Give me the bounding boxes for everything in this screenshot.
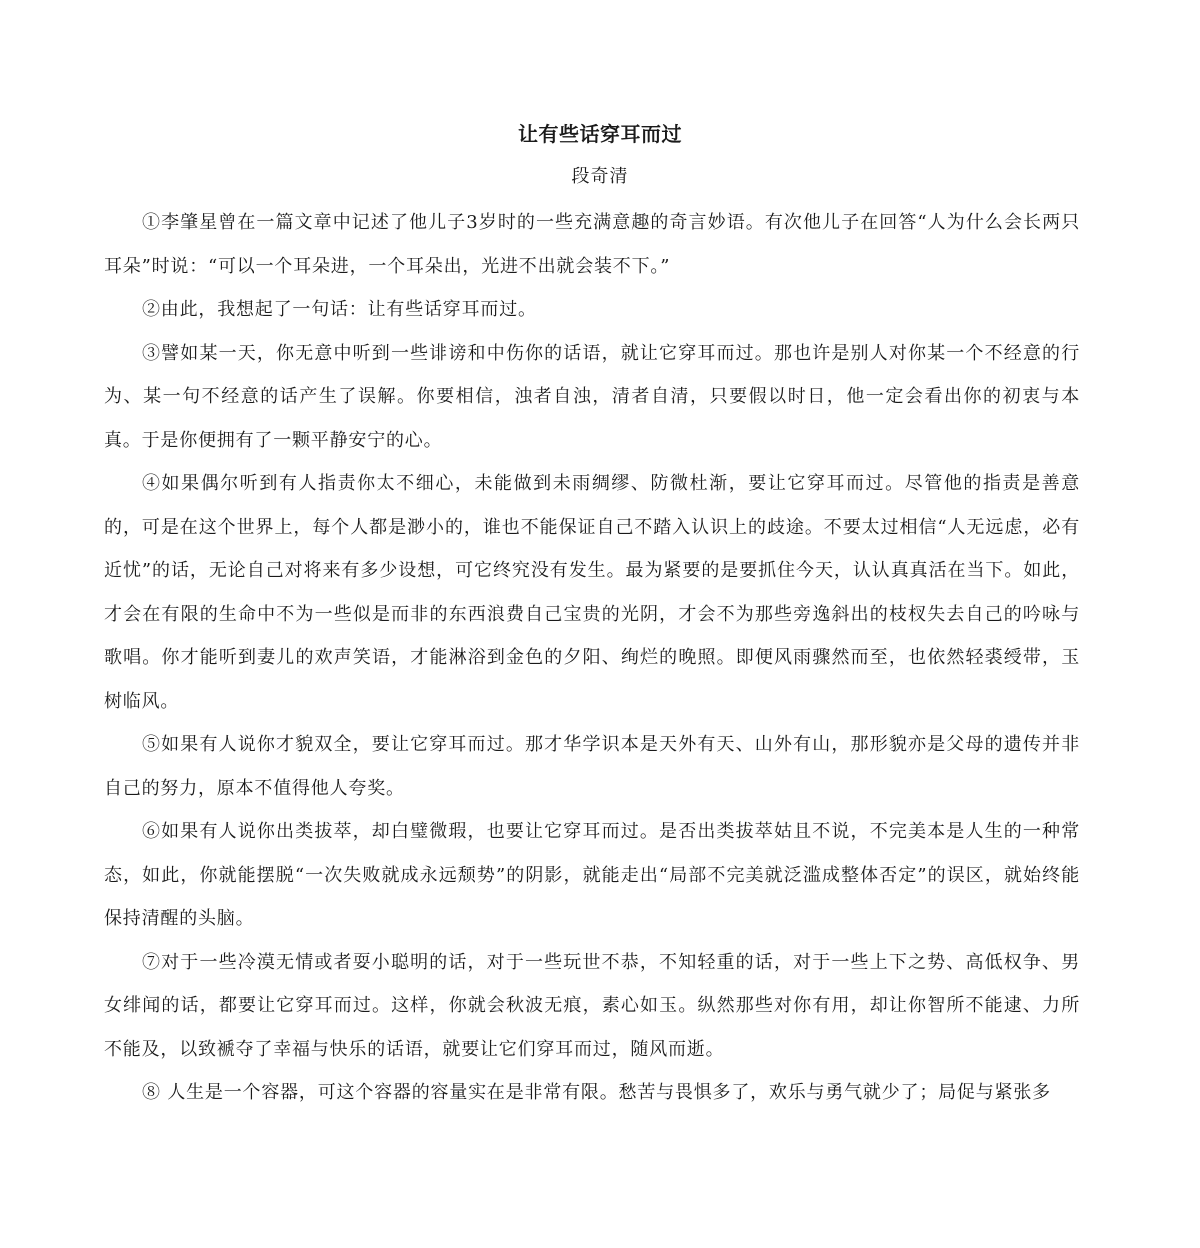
article-title: 让有些话穿耳而过: [518, 122, 682, 146]
paragraph-6: ⑥如果有人说你出类拔萃，却白璧微瑕，也要让它穿耳而过。是否出类拔萃姑且不说，不完美本是人生的一种常态，如此，你就能摆脱“一次失败就成永远颓势”的阴影，就能走出“局部不完美就泛滥成整体否定”的误区，就始终能保持清醒的头脑。: [104, 821, 1080, 929]
paragraph-2: ②由此，我想起了一句话：让有些话穿耳而过。: [142, 299, 537, 320]
paragraph-1: ①李肇星曾在一篇文章中记述了他儿子3岁时的一些充满意趣的奇言妙语。有次他儿子在回答“人为什么会长两只耳朵”时说：“可以一个耳朵进，一个耳朵出，光进不出就会装不下。”: [104, 212, 1080, 277]
paragraph-7: ⑦对于一些冷漠无情或者耍小聪明的话，对于一些玩世不恭，不知轻重的话，对于一些上下之势、高低权争、男女绯闻的话，都要让它穿耳而过。这样，你就会秋波无痕，素心如玉。纵然那些对你有用，却让你智所不能逮、力所不能及，以致褫夺了幸福与快乐的话语，就要让它们穿耳而过，随风而逝。: [104, 951, 1080, 1060]
article-author: 段奇清: [571, 166, 629, 187]
paragraph-4: ④如果偶尔听到有人指责你太不细心，未能做到未雨绸缪、防微杜渐，要让它穿耳而过。尽管他的指责是善意的，可是在这个世界上，每个人都是渺小的，谁也不能保证自己不踏入认识上的歧途。不要太过相信“人无远虑，必有近忧”的话，无论自己对将来有多少设想，可它终究没有发生。最为紧要的是要抓住今天，认认真真活在当下。如此，才会在有限的生命中不为一些似是而非的东西浪费自己宝贵的光阴，才会不为那些旁逸斜出的枝杈失去自己的吟咏与歌唱。你才能听到妻儿的欢声笑语，才能淋浴到金色的夕阳、绚烂的晚照。即便风雨骤然而至，也依然轻裘绶带，玉树临风。: [104, 473, 1080, 712]
paragraph-3: ③譬如某一天，你无意中听到一些诽谤和中伤你的话语，就让它穿耳而过。那也许是别人对你某一个不经意的行为、某一句不经意的话产生了误解。你要相信，浊者自浊，清者自清，只要假以时日，他一定会看出你的初衷与本真。于是你便拥有了一颗平静安宁的心。: [104, 342, 1080, 451]
paragraph-8: ⑧ 人生是一个容器，可这个容器的容量实在是非常有限。愁苦与畏惧多了，欢乐与勇气就少了；局促与紧张多: [142, 1082, 1051, 1103]
article-body: [104, 201, 1080, 1115]
paragraph-5: ⑤如果有人说你才貌双全，要让它穿耳而过。那才华学识本是天外有天、山外有山，那形貌亦是父母的遗传并非自己的努力，原本不值得他人夸奖。: [104, 734, 1080, 799]
